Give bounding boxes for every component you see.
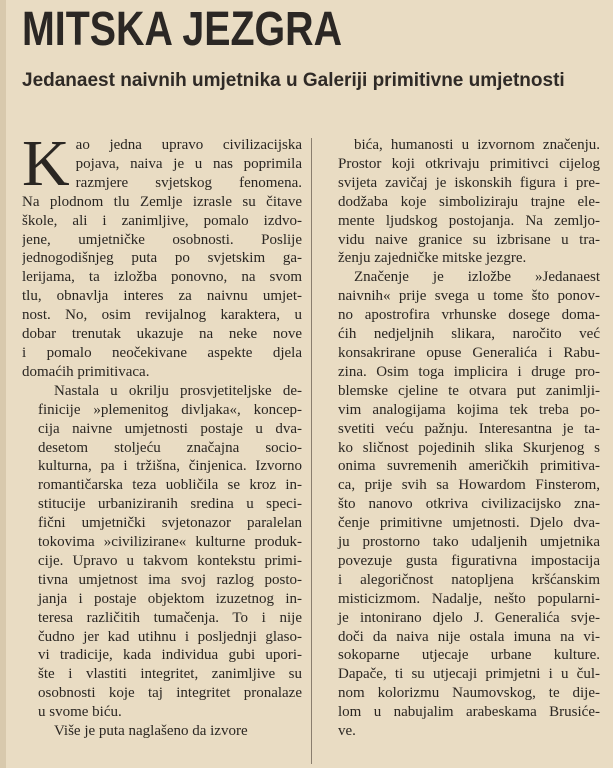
text-line: konsakrirane opuse Generalića i Rabu- — [338, 344, 600, 361]
text-line: šte i vlastiti integritet, zanimljive su — [38, 666, 302, 683]
column-divider — [311, 138, 312, 764]
text-line: fični umjetnički svjetonazor paralelan — [38, 515, 302, 532]
text-line: ko sličnost pojedinih slika Skurjenog s — [338, 439, 600, 456]
text-line: teresa različitih tumačenja. To i nije — [38, 609, 302, 626]
headline: MITSKA JEZGRA — [22, 3, 342, 56]
text-line: Dapače, ti su utjecaji primjetni i u čul- — [338, 666, 600, 683]
text-line: jene, umjetničke osobnosti. Poslije — [22, 231, 302, 248]
text-line: svijeta zavičaj je iskonskih figura i pre- — [338, 174, 600, 191]
text-line: dodžaba koje simboliziraju trajne ele- — [338, 193, 600, 210]
right-column — [322, 136, 600, 741]
text-line: domaćih primitivaca. — [22, 363, 150, 380]
text-line: zina. Osim toga implicira i druge pro- — [338, 363, 600, 380]
paragraph — [322, 268, 600, 741]
text-line: u svome biću. — [38, 704, 122, 721]
text-line: i alegoričnost natopljena kršćanskim — [338, 571, 600, 588]
drop-cap: K — [22, 127, 70, 200]
text-line: onima suvremenih američkih primitiva- — [338, 458, 600, 475]
text-line: Prostor koji otkrivaju primitivci cijelog — [338, 155, 600, 172]
text-line: vim analogijama kojima tek treba po- — [338, 401, 600, 418]
text-line: ve. — [338, 723, 356, 740]
text-line: jednogodišnjeg puta po svjetskim ga- — [22, 250, 302, 267]
left-column — [22, 127, 302, 741]
text-line: ćih nedjeljnih slikara, naročito već — [338, 326, 600, 343]
text-line: lerijama, ta izložba ponovno, na svom — [22, 269, 302, 286]
text-line: no apostrofira vrhunske dosege doma- — [338, 307, 600, 324]
text-line: naivnih« prije svega u tome što ponov- — [338, 288, 600, 305]
text-line: desetom stoljeću značajna socio- — [38, 439, 302, 456]
text-line: vi tradicije, kada individua gubi upori- — [38, 647, 302, 664]
text-line: nost. No, osim revijalnog karaktera, u — [22, 307, 302, 324]
text-line: nom kolorizmu Naumovskog, te dije- — [338, 685, 600, 702]
text-line: Na plodnom tlu Zemlje izrasle su čitave — [22, 193, 302, 210]
text-line: Značenje je izložbe »Jedanaest — [354, 269, 600, 286]
text-line: tivna umjetnost ima svoj razlog posto- — [38, 571, 302, 588]
text-line: doči da naiva nije ostala imuna na vi- — [338, 628, 600, 645]
text-line: ženju zajedničke mitske jezgre. — [338, 250, 527, 267]
text-line: i pomalo neočekivane aspekte djela — [22, 344, 302, 361]
text-line: ao jedna upravo civilizacijska — [75, 137, 302, 153]
text-line: čenje primitivne umjetnosti. Djelo dva- — [338, 515, 600, 532]
text-line: svetiti veću pažnju. Interesantna je ta- — [338, 420, 600, 437]
text-line: tlu, obnavlja interes za naivnu umjet- — [22, 288, 302, 305]
paragraph — [22, 382, 302, 722]
text-line: što nanovo otkriva civilizacijsko zna- — [338, 496, 600, 513]
text-line: mente ljudskog postojanja. Na zemljo- — [338, 212, 600, 229]
text-line: blemske cjeline te otvara put zanimlji- — [338, 382, 600, 399]
text-line: Više je puta naglašeno da izvore — [54, 723, 248, 740]
text-line: povezuje gusta figurativna impostacija — [338, 552, 600, 569]
paragraph — [22, 127, 302, 382]
text-line: ju prostorno tako udaljenih umjetnika — [338, 534, 600, 551]
text-line: škole, ali i zanimljive, pomalo izdvo- — [22, 212, 302, 229]
text-line: lom u nabujalim arabeskama Brusiće- — [338, 704, 600, 721]
text-line: bića, humanosti u izvornom značenju. — [354, 137, 600, 153]
text-line: ca, prije svih sa Howardom Finsterom, — [338, 477, 600, 494]
text-line: pojava, naiva je u nas poprimila — [75, 155, 302, 172]
text-line: čudno jer kad utihnu i posljednji glaso- — [38, 628, 302, 645]
text-line: cije. Upravo u takvom kontekstu primi- — [38, 552, 302, 569]
text-line: finicije »plemenitog divljaka«, koncep- — [38, 401, 302, 418]
page-edge — [0, 0, 6, 768]
text-line: vidu naive granice su izbrisane u tra- — [338, 231, 600, 248]
text-line: tokovima »civilizirane« kulturne produk- — [38, 534, 302, 551]
text-line: sokoparne utjecaje urbane kulture. — [338, 647, 600, 664]
text-line: razmjere svjetskog fenomena. — [75, 174, 302, 191]
text-line: osobnosti koje taj integritet pronalaze — [38, 685, 302, 702]
text-line: Nastala u okrilju prosvjetiteljske de- — [54, 382, 302, 399]
text-line: misticizmom. Nadalje, nešto popularni- — [338, 590, 600, 607]
text-line: stitucije urbaniziranih sredina u speci- — [38, 496, 302, 513]
paragraph — [322, 136, 600, 268]
text-line: je intonirano djelo J. Generalića svje- — [338, 609, 600, 626]
text-line: romantičarska teza uobličila se kroz in- — [38, 477, 302, 494]
subheadline: Jedanaest naivnih umjetnika u Galeriji primitivne umjetnosti — [22, 70, 565, 91]
text-line: cija naivne umjetnosti postaje u dva- — [38, 420, 302, 437]
paragraph — [22, 722, 302, 741]
text-line: janja i postaje objektom izuzetnog in- — [38, 590, 302, 607]
text-line: kulturna, pa i tržišna, činjenica. Izvorno — [38, 458, 302, 475]
text-line: dobar trenutak ukazuje na neke nove — [22, 326, 302, 343]
